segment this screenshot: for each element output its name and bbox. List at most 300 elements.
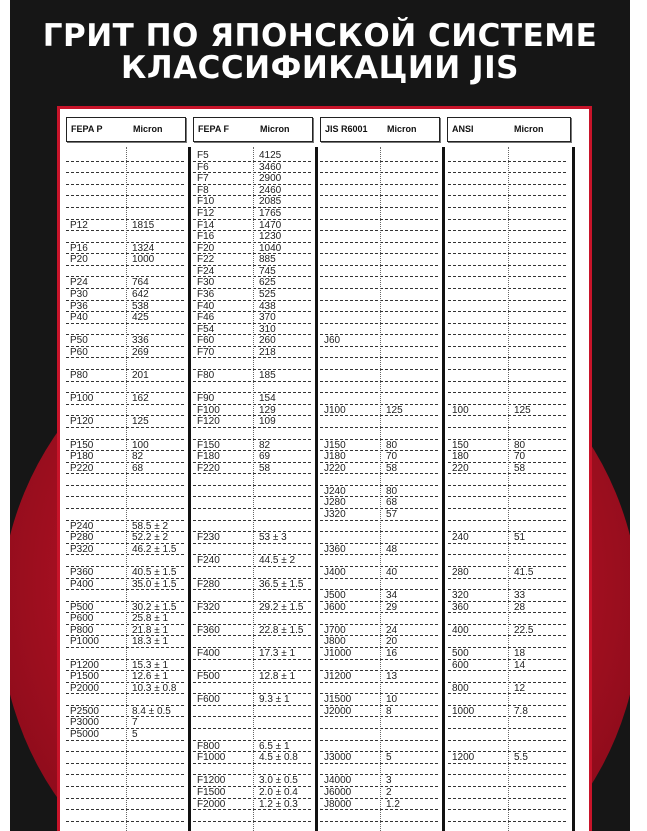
fepa-p-micron-cell: 12.6 ± 1 <box>132 671 169 683</box>
header-fepa-f-grit: FEPA F <box>198 124 229 134</box>
fepa-f-grit-cell: F7 <box>197 173 209 185</box>
fepa-p-micron-cell: 1815 <box>132 219 155 231</box>
fepa-p-micron-cell: 52.2 ± 2 <box>132 532 169 544</box>
row-separator <box>193 496 311 497</box>
fepa-f-micron-cell: 4.5 ± 0.8 <box>259 752 298 764</box>
fepa-p-micron-cell: 425 <box>132 312 149 324</box>
fepa-f-grit-cell: F40 <box>197 300 215 312</box>
row-separator <box>193 172 311 173</box>
jis-grit-cell: J600 <box>324 601 346 613</box>
fepa-p-grit-cell: P240 <box>70 520 94 532</box>
jis-grit-cell: J360 <box>324 543 346 555</box>
row-separator <box>193 821 311 822</box>
fepa-p-grit-cell: P100 <box>70 393 94 405</box>
header-fepa-f-micron: Micron <box>260 124 290 134</box>
row-separator <box>448 161 566 162</box>
fepa-f-grit-cell: F8 <box>197 184 209 196</box>
fepa-p-micron-cell: 764 <box>132 277 149 289</box>
row-separator <box>66 207 184 208</box>
fepa-f-grit-cell: F24 <box>197 265 215 277</box>
group-divider <box>572 147 575 831</box>
fepa-f-grit-cell: F16 <box>197 231 215 243</box>
fepa-f-grit-cell: F36 <box>197 289 215 300</box>
ansi-grit-cell: 100 <box>452 404 469 416</box>
fepa-f-grit-cell: F120 <box>197 416 220 428</box>
fepa-p-micron-cell: 125 <box>132 416 149 428</box>
fepa-p-micron-cell: 68 <box>132 462 144 474</box>
fepa-f-grit-cell: F30 <box>197 277 215 289</box>
jis-grit-cell: J2000 <box>324 705 352 717</box>
header-jis <box>320 117 440 142</box>
ansi-grit-cell: 240 <box>452 532 469 544</box>
row-separator <box>448 184 566 185</box>
ansi-grit-cell: 1200 <box>452 752 475 764</box>
row-separator <box>320 323 438 324</box>
ansi-micron-cell: 28 <box>514 601 526 613</box>
ansi-micron-cell: 70 <box>514 451 526 463</box>
row-separator <box>320 242 438 243</box>
row-separator <box>66 763 184 764</box>
fepa-f-micron-cell: 218 <box>259 346 276 358</box>
row-separator <box>320 369 438 370</box>
row-separator <box>448 786 566 787</box>
jis-micron-cell: 34 <box>386 590 398 601</box>
fepa-p-micron-cell: 35.0 ± 1.5 <box>132 578 177 590</box>
jis-grit-cell: J3000 <box>324 752 352 764</box>
header-fepa-p-micron: Micron <box>133 124 163 134</box>
fepa-f-micron-cell: 2460 <box>259 184 282 196</box>
fepa-f-grit-cell: F1200 <box>197 775 226 787</box>
row-separator <box>66 821 184 822</box>
fepa-f-micron-cell: 36.5 ± 1.5 <box>259 578 304 590</box>
fepa-f-grit-cell: F10 <box>197 196 215 208</box>
fepa-f-grit-cell: F80 <box>197 370 215 381</box>
header-ansi <box>447 117 571 142</box>
row-separator <box>66 195 184 196</box>
row-separator <box>66 496 184 497</box>
jis-grit-cell: J60 <box>324 335 341 347</box>
fepa-f-grit-cell: F240 <box>197 555 220 567</box>
row-separator <box>66 172 184 173</box>
ansi-micron-cell: 58 <box>514 462 526 474</box>
jis-micron-cell: 8 <box>386 705 392 717</box>
row-separator <box>320 381 438 382</box>
fepa-f-micron-cell: 1040 <box>259 242 282 254</box>
row-separator <box>448 554 566 555</box>
column-separator <box>508 147 509 831</box>
row-separator <box>66 751 184 752</box>
row-separator <box>320 276 438 277</box>
fepa-f-grit-cell: F20 <box>197 242 215 254</box>
fepa-p-grit-cell: P80 <box>70 370 88 381</box>
fepa-p-micron-cell: 46.2 ± 1.5 <box>132 543 177 555</box>
row-separator <box>448 242 566 243</box>
row-separator <box>66 786 184 787</box>
jis-grit-cell: J700 <box>324 624 346 636</box>
ansi-grit-cell: 1000 <box>452 705 475 717</box>
fepa-p-micron-cell: 100 <box>132 439 149 451</box>
fepa-p-grit-cell: P1200 <box>70 659 99 671</box>
fepa-p-grit-cell: P400 <box>70 578 94 590</box>
row-separator <box>66 508 184 509</box>
fepa-p-grit-cell: P120 <box>70 416 94 428</box>
fepa-f-grit-cell: F1000 <box>197 752 226 764</box>
fepa-f-micron-cell: 2085 <box>259 196 282 208</box>
fepa-f-micron-cell: 1765 <box>259 207 282 219</box>
row-separator <box>448 809 566 810</box>
row-separator <box>320 219 438 220</box>
row-separator <box>193 485 311 486</box>
row-separator <box>320 172 438 173</box>
poster <box>10 0 630 831</box>
ansi-micron-cell: 14 <box>514 659 526 671</box>
column-separator <box>380 147 381 831</box>
fepa-p-grit-cell: P5000 <box>70 729 99 740</box>
ansi-micron-cell: 22.5 <box>514 624 534 636</box>
row-separator <box>448 276 566 277</box>
fepa-f-grit-cell: F500 <box>197 671 220 683</box>
fepa-p-grit-cell: P30 <box>70 289 88 300</box>
page-title <box>10 20 630 84</box>
jis-micron-cell: 80 <box>386 485 398 497</box>
fepa-f-micron-cell: 17.3 ± 1 <box>259 647 296 659</box>
ansi-micron-cell: 12 <box>514 682 526 694</box>
row-separator <box>448 821 566 822</box>
row-separator <box>320 427 438 428</box>
jis-micron-cell: 125 <box>386 404 403 416</box>
jis-micron-cell: 5 <box>386 752 392 764</box>
row-separator <box>320 265 438 266</box>
jis-grit-cell: J1000 <box>324 647 352 659</box>
row-separator <box>320 821 438 822</box>
row-separator <box>66 798 184 799</box>
fepa-p-grit-cell: P150 <box>70 439 94 451</box>
row-separator <box>66 809 184 810</box>
header-jis-micron: Micron <box>387 124 417 134</box>
row-separator <box>448 520 566 521</box>
fepa-f-grit-cell: F230 <box>197 532 220 544</box>
fepa-p-micron-cell: 21.8 ± 1 <box>132 624 169 636</box>
fepa-p-grit-cell: P3000 <box>70 717 99 729</box>
fepa-p-micron-cell: 7 <box>132 717 138 729</box>
fepa-f-grit-cell: F180 <box>197 451 220 463</box>
ansi-grit-cell: 500 <box>452 647 469 659</box>
fepa-p-micron-cell: 58.5 ± 2 <box>132 520 169 532</box>
fepa-p-grit-cell: P800 <box>70 624 94 636</box>
fepa-f-grit-cell: F220 <box>197 462 220 474</box>
row-separator <box>448 774 566 775</box>
fepa-p-grit-cell: P360 <box>70 566 94 578</box>
ansi-grit-cell: 360 <box>452 601 469 613</box>
jis-micron-cell: 58 <box>386 462 398 474</box>
row-separator <box>448 230 566 231</box>
fepa-p-grit-cell: P500 <box>70 601 94 613</box>
fepa-p-grit-cell: P50 <box>70 335 88 347</box>
fepa-p-micron-cell: 162 <box>132 393 149 405</box>
row-separator <box>448 195 566 196</box>
fepa-f-micron-cell: 53 ± 3 <box>259 532 287 544</box>
jis-grit-cell: J4000 <box>324 775 352 787</box>
title-line-1: ГРИТ ПО ЯПОНСКОЙ СИСТЕМЕ <box>42 18 598 54</box>
row-separator <box>193 716 311 717</box>
title-line-2: КЛАССИФИКАЦИИ JIS <box>121 50 519 86</box>
fepa-f-micron-cell: 370 <box>259 312 276 324</box>
ansi-grit-cell: 600 <box>452 659 469 671</box>
row-separator <box>448 392 566 393</box>
fepa-p-grit-cell: P600 <box>70 613 94 625</box>
fepa-f-grit-cell: F22 <box>197 254 215 266</box>
fepa-p-micron-cell: 642 <box>132 289 149 300</box>
ansi-micron-cell: 33 <box>514 590 526 601</box>
fepa-f-micron-cell: 1.2 ± 0.3 <box>259 798 298 810</box>
row-separator <box>448 172 566 173</box>
row-separator <box>448 369 566 370</box>
fepa-f-micron-cell: 625 <box>259 277 276 289</box>
row-separator <box>320 161 438 162</box>
jis-micron-cell: 16 <box>386 647 398 659</box>
fepa-f-micron-cell: 44.5 ± 2 <box>259 555 296 567</box>
fepa-f-micron-cell: 2.0 ± 0.4 <box>259 786 298 798</box>
fepa-f-grit-cell: F600 <box>197 694 220 706</box>
fepa-f-micron-cell: 12.8 ± 1 <box>259 671 296 683</box>
fepa-p-micron-cell: 10.3 ± 0.8 <box>132 682 177 694</box>
row-separator <box>448 334 566 335</box>
row-separator <box>320 288 438 289</box>
fepa-f-grit-cell: F90 <box>197 393 215 405</box>
jis-grit-cell: J6000 <box>324 786 352 798</box>
jis-micron-cell: 2 <box>386 786 392 798</box>
row-separator <box>448 508 566 509</box>
jis-grit-cell: J240 <box>324 485 346 497</box>
fepa-f-grit-cell: F6 <box>197 161 209 173</box>
row-separator <box>448 496 566 497</box>
row-separator <box>66 161 184 162</box>
ansi-grit-cell: 800 <box>452 682 469 694</box>
jis-micron-cell: 13 <box>386 671 398 683</box>
jis-micron-cell: 24 <box>386 624 398 636</box>
jis-micron-cell: 1.2 <box>386 798 400 810</box>
row-separator <box>320 195 438 196</box>
ansi-micron-cell: 80 <box>514 439 526 451</box>
header-ansi-micron: Micron <box>514 124 544 134</box>
row-separator <box>320 300 438 301</box>
fepa-p-micron-cell: 30.2 ± 1.5 <box>132 601 177 613</box>
ansi-grit-cell: 180 <box>452 451 469 463</box>
jis-micron-cell: 10 <box>386 694 398 706</box>
row-separator <box>448 798 566 799</box>
fepa-p-micron-cell: 15.3 ± 1 <box>132 659 169 671</box>
fepa-f-micron-cell: 2900 <box>259 173 282 185</box>
jis-micron-cell: 29 <box>386 601 398 613</box>
ansi-micron-cell: 41.5 <box>514 566 534 578</box>
fepa-f-micron-cell: 4125 <box>259 150 282 161</box>
fepa-f-grit-cell: F60 <box>197 335 215 347</box>
row-separator <box>448 300 566 301</box>
fepa-f-micron-cell: 154 <box>259 393 276 405</box>
fepa-p-grit-cell: P1000 <box>70 636 99 648</box>
fepa-p-grit-cell: P220 <box>70 462 94 474</box>
fepa-p-micron-cell: 5 <box>132 729 138 740</box>
row-separator <box>448 427 566 428</box>
jis-micron-cell: 80 <box>386 439 398 451</box>
fepa-f-grit-cell: F5 <box>197 150 209 161</box>
header-fepa-p <box>66 117 186 142</box>
fepa-p-micron-cell: 201 <box>132 370 149 381</box>
fepa-p-micron-cell: 538 <box>132 300 149 312</box>
header-ansi-grit: ANSI <box>452 124 474 134</box>
fepa-f-micron-cell: 3460 <box>259 161 282 173</box>
fepa-p-micron-cell: 269 <box>132 346 149 358</box>
fepa-p-grit-cell: P2500 <box>70 705 99 717</box>
row-separator <box>193 728 311 729</box>
jis-grit-cell: J1200 <box>324 671 352 683</box>
row-separator <box>320 392 438 393</box>
jis-grit-cell: J800 <box>324 636 346 648</box>
row-separator <box>448 288 566 289</box>
row-separator <box>448 253 566 254</box>
fepa-p-micron-cell: 25.8 ± 1 <box>132 613 169 625</box>
jis-micron-cell: 3 <box>386 775 392 787</box>
jis-micron-cell: 70 <box>386 451 398 463</box>
fepa-f-grit-cell: F400 <box>197 647 220 659</box>
row-separator <box>320 740 438 741</box>
jis-grit-cell: J220 <box>324 462 346 474</box>
row-separator <box>193 161 311 162</box>
fepa-p-micron-cell: 40.5 ± 1.5 <box>132 566 177 578</box>
fepa-f-micron-cell: 22.8 ± 1.5 <box>259 624 304 636</box>
row-separator <box>448 323 566 324</box>
fepa-p-micron-cell: 18.3 ± 1 <box>132 636 169 648</box>
row-separator <box>448 311 566 312</box>
row-separator <box>66 774 184 775</box>
fepa-f-micron-cell: 129 <box>259 404 276 416</box>
jis-micron-cell: 68 <box>386 497 398 509</box>
row-separator <box>320 184 438 185</box>
fepa-f-grit-cell: F800 <box>197 740 220 752</box>
jis-grit-cell: J8000 <box>324 798 352 810</box>
ansi-grit-cell: 220 <box>452 462 469 474</box>
fepa-p-grit-cell: P60 <box>70 346 88 358</box>
ansi-grit-cell: 320 <box>452 590 469 601</box>
ansi-micron-cell: 125 <box>514 404 531 416</box>
fepa-f-grit-cell: F100 <box>197 404 220 416</box>
ansi-micron-cell: 5.5 <box>514 752 528 764</box>
fepa-p-micron-cell: 336 <box>132 335 149 347</box>
fepa-p-grit-cell: P24 <box>70 277 88 289</box>
jis-grit-cell: J280 <box>324 497 346 509</box>
grit-table-sheet <box>57 106 592 831</box>
group-divider <box>315 147 318 831</box>
row-separator <box>448 740 566 741</box>
fepa-f-grit-cell: F280 <box>197 578 220 590</box>
row-separator <box>193 520 311 521</box>
header-jis-grit: JIS R6001 <box>325 124 368 134</box>
fepa-f-micron-cell: 3.0 ± 0.5 <box>259 775 298 787</box>
jis-grit-cell: J400 <box>324 566 346 578</box>
fepa-f-micron-cell: 310 <box>259 323 276 335</box>
fepa-f-grit-cell: F46 <box>197 312 215 324</box>
ansi-grit-cell: 400 <box>452 624 469 636</box>
fepa-f-micron-cell: 58 <box>259 462 271 474</box>
jis-micron-cell: 57 <box>386 509 398 520</box>
fepa-f-grit-cell: F14 <box>197 219 215 231</box>
fepa-f-grit-cell: F70 <box>197 346 215 358</box>
jis-grit-cell: J100 <box>324 404 346 416</box>
fepa-p-grit-cell: P40 <box>70 312 88 324</box>
row-separator <box>66 485 184 486</box>
column-separator <box>126 147 127 831</box>
row-separator <box>448 381 566 382</box>
row-separator <box>448 357 566 358</box>
row-separator <box>193 184 311 185</box>
fepa-f-micron-cell: 260 <box>259 335 276 347</box>
ansi-grit-cell: 150 <box>452 439 469 451</box>
row-separator <box>448 346 566 347</box>
row-separator <box>193 508 311 509</box>
fepa-f-grit-cell: F360 <box>197 624 220 636</box>
row-separator <box>448 207 566 208</box>
jis-grit-cell: J500 <box>324 590 346 601</box>
group-divider <box>442 147 445 831</box>
fepa-p-grit-cell: P180 <box>70 451 94 463</box>
fepa-f-micron-cell: 109 <box>259 416 276 428</box>
fepa-f-grit-cell: F150 <box>197 439 220 451</box>
fepa-f-grit-cell: F2000 <box>197 798 226 810</box>
column-separator <box>253 147 254 831</box>
fepa-p-grit-cell: P36 <box>70 300 88 312</box>
fepa-f-grit-cell: F320 <box>197 601 220 613</box>
ansi-micron-cell: 51 <box>514 532 526 544</box>
fepa-f-micron-cell: 82 <box>259 439 271 451</box>
jis-grit-cell: J180 <box>324 451 346 463</box>
row-separator <box>448 485 566 486</box>
fepa-p-grit-cell: P20 <box>70 254 88 266</box>
fepa-f-micron-cell: 1470 <box>259 219 282 231</box>
ansi-micron-cell: 7.8 <box>514 705 528 717</box>
fepa-f-micron-cell: 438 <box>259 300 276 312</box>
header-fepa-p-grit: FEPA P <box>71 124 103 134</box>
fepa-p-grit-cell: P2000 <box>70 682 99 694</box>
row-separator <box>448 219 566 220</box>
fepa-f-grit-cell: F1500 <box>197 786 226 798</box>
fepa-f-grit-cell: F54 <box>197 323 215 335</box>
row-separator <box>448 728 566 729</box>
jis-micron-cell: 20 <box>386 636 398 648</box>
fepa-f-micron-cell: 185 <box>259 370 276 381</box>
fepa-p-grit-cell: P12 <box>70 219 88 231</box>
row-separator <box>320 311 438 312</box>
fepa-p-grit-cell: P320 <box>70 543 94 555</box>
jis-grit-cell: J320 <box>324 509 346 520</box>
jis-grit-cell: J150 <box>324 439 346 451</box>
ansi-grit-cell: 280 <box>452 566 469 578</box>
jis-micron-cell: 40 <box>386 566 398 578</box>
fepa-f-micron-cell: 885 <box>259 254 276 266</box>
fepa-p-micron-cell: 82 <box>132 451 144 463</box>
fepa-p-grit-cell: P280 <box>70 532 94 544</box>
fepa-f-micron-cell: 1230 <box>259 231 282 243</box>
fepa-f-micron-cell: 745 <box>259 265 276 277</box>
ansi-micron-cell: 18 <box>514 647 526 659</box>
fepa-p-grit-cell: P16 <box>70 242 88 254</box>
jis-grit-cell: J1500 <box>324 694 352 706</box>
header-fepa-f <box>193 117 313 142</box>
fepa-f-micron-cell: 525 <box>259 289 276 300</box>
row-separator <box>66 184 184 185</box>
row-separator <box>320 253 438 254</box>
row-separator <box>320 207 438 208</box>
fepa-f-micron-cell: 9.3 ± 1 <box>259 694 290 706</box>
